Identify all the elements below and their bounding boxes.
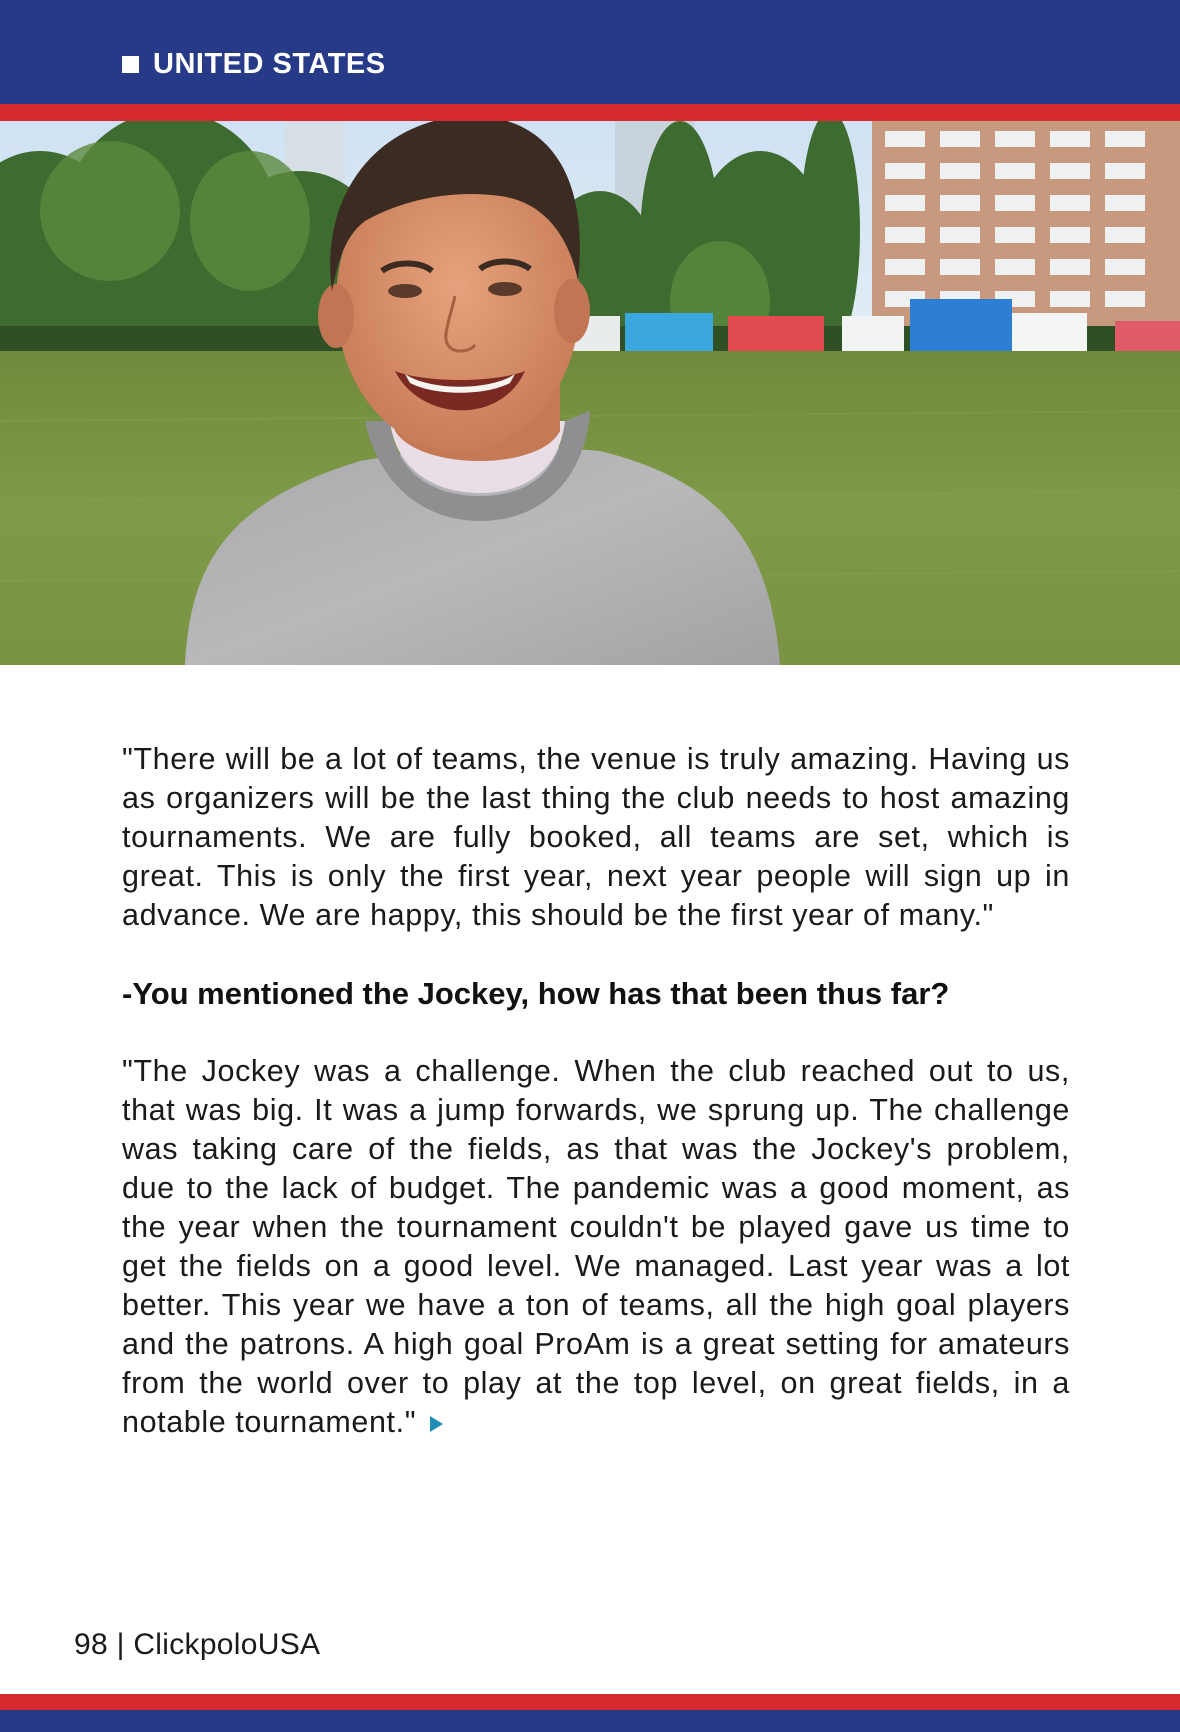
section-label: UNITED STATES xyxy=(153,48,386,80)
page-folio: 98 | ClickpoloUSA xyxy=(74,1628,321,1661)
section-tag xyxy=(122,48,386,81)
footer-band xyxy=(0,1710,1180,1732)
answer-paragraph-1: "There will be a lot of teams, the venue is truly amazing. Having us as organizers will be the last thing the club needs to host amazing tournaments. We are fully booked, all teams are set, which is great. This is only the first year, next year people will sign up in advance. We are happy, this should be the first year of many." xyxy=(122,742,1070,932)
answer-paragraph-2 xyxy=(122,1052,1070,1442)
article-body xyxy=(122,740,1070,1442)
answer-paragraph-2-text: "The Jockey was a challenge. When the club reached out to us, that was big. It was a jump forwards, we sprung up. The challenge was taking care of the fields, as that was the Jockey's problem, due to the lack of budget. The pandemic was a good moment, as the year when the tournament couldn't be played gave us time to get the fields on a good level. We managed. Last year was a lot better. This year we have a ton of teams, all the high goal players and the patrons. A high goal ProAm is a great setting for amateurs from the world over to play at the top level, on great fields, in a notable tournament." xyxy=(122,1054,1070,1439)
footer-red-stripe xyxy=(0,1694,1180,1710)
portrait-photo xyxy=(0,121,1180,665)
interview-question: -You mentioned the Jockey, how has that been thus far? xyxy=(122,976,950,1011)
square-bullet-icon xyxy=(122,56,139,73)
header-red-stripe xyxy=(0,104,1180,121)
play-triangle-icon xyxy=(430,1416,443,1432)
